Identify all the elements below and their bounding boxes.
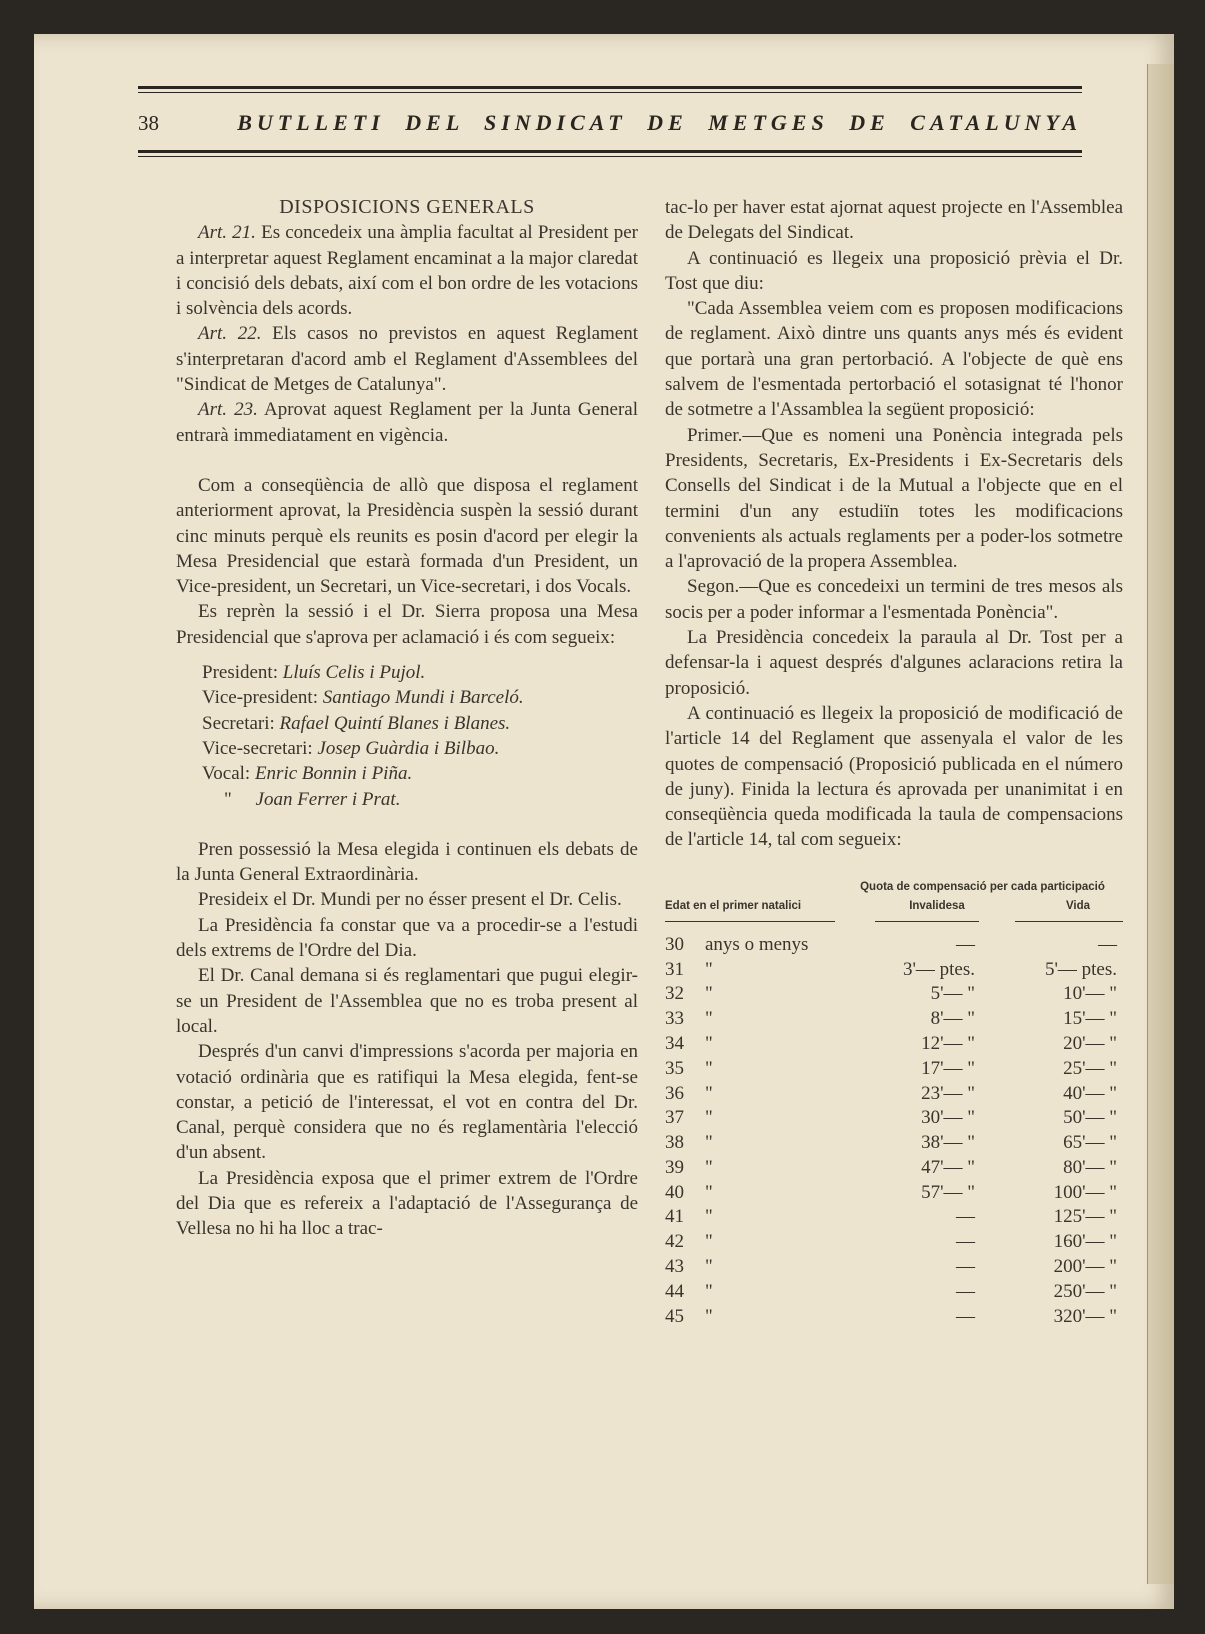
table-cell-inv: 12'— "	[921, 1032, 975, 1054]
table-cell-inv: 17'— "	[921, 1057, 975, 1079]
table-cell-age: 31	[665, 958, 684, 980]
table-cell-vida: 320'— "	[1053, 1305, 1117, 1327]
table-cell-age: 40	[665, 1181, 684, 1203]
section-heading: DISPOSICIONS GENERALS	[279, 196, 535, 218]
paragraph: La Presidència exposa que el primer extrem de l'Ordre del Dia que es refereix a l'adaptació de l'Assegurança de Vellesa no hi ha lloc a trac-	[176, 1167, 638, 1240]
table-cell-age: 45	[665, 1305, 684, 1327]
table-cell-unit: "	[705, 983, 713, 1005]
paragraph: Es reprèn la sessió i el Dr. Sierra proposa una Mesa Presidencial que s'aprova per aclamació i és com segueix:	[176, 601, 638, 648]
article-text: Es concedeix una àmplia facultat al President per a interpretar aquest Reglament encaminat a la major claredat i concisió dels debats, així com el bon ordre de les votacions i solvència dels acords.	[176, 222, 638, 320]
table-cell-age: 32	[665, 983, 684, 1005]
table-cell-unit: "	[705, 1181, 713, 1203]
article-22	[176, 321, 638, 397]
table-cell-vida: 25'— "	[1063, 1057, 1117, 1079]
mesa-member: Vice-president: Santiago Mundi i Barceló.	[202, 687, 524, 709]
table-cell-unit: "	[705, 1305, 713, 1327]
paragraph: La Presidència fa constar que va a procedir-se a l'estudi dels extrems de l'Ordre del Dia.	[176, 914, 638, 962]
paragraph: Primer.—Que es nomeni una Ponència integrada pels Presidents, Secretaris, Ex-Presidents i Ex-Secretaris dels Consells del Sindicat i de la Mutual a l'objecte que en el termini d'un any estudiïn totes les modificacions convenients als actuals reglaments per a poder-los sotmetre a l'aprovació de la propera Assemblea.	[665, 424, 1123, 573]
table-row	[665, 1280, 1123, 1305]
table-cell-inv: —	[956, 1305, 975, 1327]
table-cell-age: 37	[665, 1107, 684, 1129]
table-row	[665, 982, 1123, 1007]
paragraph: El Dr. Canal demana si és reglamentari que pugui elegir-se un President de l'Assemblea que no es troba present al local.	[176, 965, 638, 1037]
table-cell-age: 30	[665, 933, 684, 955]
table-row	[665, 1032, 1123, 1057]
table-cell-inv: 8'— "	[930, 1008, 975, 1030]
table-row	[665, 1082, 1123, 1107]
column-header-vida: Vida	[1065, 899, 1091, 912]
table-row	[665, 1255, 1123, 1280]
paragraph: Pren possessió la Mesa elegida i continuen els debats de la Junta General Extraordinària.	[176, 838, 638, 886]
table-cell-vida: 100'— "	[1053, 1181, 1117, 1203]
right-column	[665, 195, 1123, 1329]
table-cell-vida: 50'— "	[1063, 1107, 1117, 1129]
table-cell-unit: "	[705, 1008, 713, 1030]
table-cell-inv: 30'— "	[921, 1107, 975, 1129]
table-row	[665, 1181, 1123, 1206]
table-row	[665, 1230, 1123, 1255]
mesa-member: Secretari: Rafael Quintí Blanes i Blanes.	[202, 712, 511, 734]
table-cell-unit: "	[705, 1256, 713, 1278]
table-cell-vida: 5'— ptes.	[1044, 958, 1117, 980]
table-cell-vida: 15'— "	[1063, 1008, 1117, 1030]
table-cell-vida: 160'— "	[1053, 1231, 1117, 1253]
table-cell-vida: 65'— "	[1063, 1132, 1117, 1154]
paragraph: Com a conseqüència de allò que disposa el reglament anteriorment aprovat, la Presidència suspèn la sessió durant cinc minuts perquè els reunits es posin d'acord per elegir la Mesa Presidencial que estarà formada d'un President, un Vice-president, un Secretari, un Vice-secretari, i dos Vocals.	[176, 474, 638, 598]
table-row	[665, 958, 1123, 983]
table-cell-inv: 23'— "	[921, 1082, 975, 1104]
table-span-header: Quota de compensació per cada participació	[860, 880, 1105, 893]
paragraph: A continuació es llegeix una proposició prèvia el Dr. Tost que diu:	[665, 247, 1123, 294]
table-cell-unit: "	[705, 1132, 713, 1154]
table-cell-age: 42	[665, 1231, 684, 1253]
table-cell-age: 39	[665, 1156, 684, 1178]
table-row	[665, 1106, 1123, 1131]
table-cell-vida: 80'— "	[1063, 1156, 1117, 1178]
page-edge	[1147, 64, 1174, 1584]
paragraph: A continuació es llegeix la proposició de modificació de l'article 14 del Reglament que assenyala el valor de les quotes de compensació (Proposició publicada en el número de juny). Finida la lectura és aprovada per unanimitat i en conseqüència queda modificada la taula de compensacions de l'article 14, tal com segueix:	[665, 702, 1123, 851]
table-cell-inv: —	[956, 1206, 975, 1228]
table-cell-vida: 40'— "	[1063, 1082, 1117, 1104]
table-cell-unit: "	[705, 1082, 713, 1104]
table-row	[665, 1057, 1123, 1082]
header-rule-top-thin	[138, 92, 1082, 93]
article-text: Els casos no previstos en aquest Reglament s'interpretaran d'acord amb el Reglament d'Assemblees del "Sindicat de Metges de Catalunya".	[176, 323, 638, 396]
header-rule-top	[138, 86, 1082, 89]
table-cell-unit: "	[705, 1057, 713, 1079]
underline	[1015, 921, 1123, 922]
underline	[875, 921, 979, 922]
table-cell-inv: —	[956, 1256, 975, 1278]
table-cell-vida: —	[1098, 933, 1117, 955]
article-21	[176, 220, 638, 321]
mesa-member: Vice-secretari: Josep Guàrdia i Bilbao.	[202, 737, 500, 759]
table-row	[665, 1007, 1123, 1032]
paragraph: Presideix el Dr. Mundi per no ésser present el Dr. Celis.	[198, 889, 622, 911]
mesa-list	[176, 660, 638, 812]
table-cell-inv: —	[956, 1280, 975, 1302]
table-cell-age: 35	[665, 1057, 684, 1079]
table-cell-age: 36	[665, 1082, 684, 1104]
table-row	[665, 1156, 1123, 1181]
table-cell-age: 38	[665, 1132, 684, 1154]
table-header	[665, 875, 1123, 921]
mesa-member: President: Lluís Celis i Pujol.	[202, 662, 426, 684]
paragraph: tac-lo per haver estat ajornat aquest projecte en l'Assemblea de Delegats del Sindicat.	[665, 197, 1123, 244]
article-23	[176, 397, 638, 448]
paragraph: Després d'un canvi d'impressions s'acorda per majoria en votació ordinària que es ratifiqui la Mesa elegida, fent-se constar, a petició de l'interessat, el vot en contra del Dr. Canal, perquè considera que no és reglamentària l'elecció d'un absent.	[176, 1041, 638, 1164]
table-cell-vida: 20'— "	[1063, 1032, 1117, 1054]
column-header-age: Edat en el primer natalici	[665, 899, 802, 912]
table-cell-unit: "	[705, 1107, 713, 1129]
header-rule-bottom-thin	[138, 156, 1082, 157]
table-cell-inv: 57'— "	[921, 1181, 975, 1203]
table-header-underlines	[665, 921, 1123, 933]
table-cell-vida: 200'— "	[1053, 1256, 1117, 1278]
table-cell-age: 44	[665, 1280, 684, 1302]
table-cell-inv: 5'— "	[930, 983, 975, 1005]
table-cell-inv: 47'— "	[921, 1156, 975, 1178]
underline	[665, 921, 835, 922]
article-label: Art. 22.	[198, 323, 262, 345]
table-cell-inv: —	[956, 933, 975, 955]
table-cell-unit: "	[705, 1156, 713, 1178]
journal-title: BUTLLETI DEL SINDICAT DE METGES DE CATALUNYA	[237, 110, 1082, 135]
table-cell-inv: 3'— ptes.	[902, 958, 975, 980]
table-cell-age: 43	[665, 1256, 684, 1278]
table-cell-age: 41	[665, 1206, 684, 1228]
table-cell-vida: 125'— "	[1053, 1206, 1117, 1228]
paragraph: Segon.—Que es concedeixi un termini de tres mesos als socis per a poder informar a l'esmentada Ponència".	[665, 576, 1123, 623]
table-cell-vida: 250'— "	[1053, 1280, 1117, 1302]
table-row	[665, 933, 1123, 958]
article-text: Aprovat aquest Reglament per la Junta General entrarà immediatament en vigència.	[176, 399, 639, 446]
table-cell-unit: anys o menys	[705, 933, 809, 955]
table-cell-unit: "	[705, 1231, 713, 1253]
paragraph: La Presidència concedeix la paraula al Dr. Tost per a defensar-la i aquest després d'algunes aclaracions retira la proposició.	[665, 627, 1123, 699]
table-cell-unit: "	[705, 958, 713, 980]
header-rule-bottom	[138, 150, 1082, 153]
page-number: 38	[138, 111, 159, 135]
table-cell-age: 34	[665, 1032, 684, 1054]
table-row	[665, 1131, 1123, 1156]
article-label: Art. 23.	[198, 399, 258, 421]
table-cell-unit: "	[705, 1206, 713, 1228]
table-cell-age: 33	[665, 1008, 684, 1030]
table-cell-inv: —	[956, 1231, 975, 1253]
compensation-table	[665, 933, 1123, 1330]
table-cell-unit: "	[705, 1032, 713, 1054]
mesa-member: Vocal: Enric Bonnin i Piña.	[202, 763, 413, 785]
table-cell-vida: 10'— "	[1063, 983, 1117, 1005]
table-cell-unit: "	[705, 1280, 713, 1302]
table-cell-inv: 38'— "	[921, 1132, 975, 1154]
column-header-invalidesa: Invalidesa	[909, 899, 965, 912]
left-column	[176, 195, 638, 1242]
mesa-member: " Joan Ferrer i Prat.	[224, 788, 401, 810]
quotation: "Cada Assemblea veiem com es proposen modificacions de reglament. Això dintre uns quants anys més és evident que portarà una gran pertorbació. A l'objecte de què ens salvem de l'esmentada pertorbació el sotasignat té l'honor de sotmetre a l'Assamblea la següent proposició:	[665, 298, 1123, 421]
running-header	[138, 82, 1082, 162]
table-row	[665, 1305, 1123, 1330]
table-row	[665, 1205, 1123, 1230]
article-label: Art. 21.	[198, 222, 256, 244]
